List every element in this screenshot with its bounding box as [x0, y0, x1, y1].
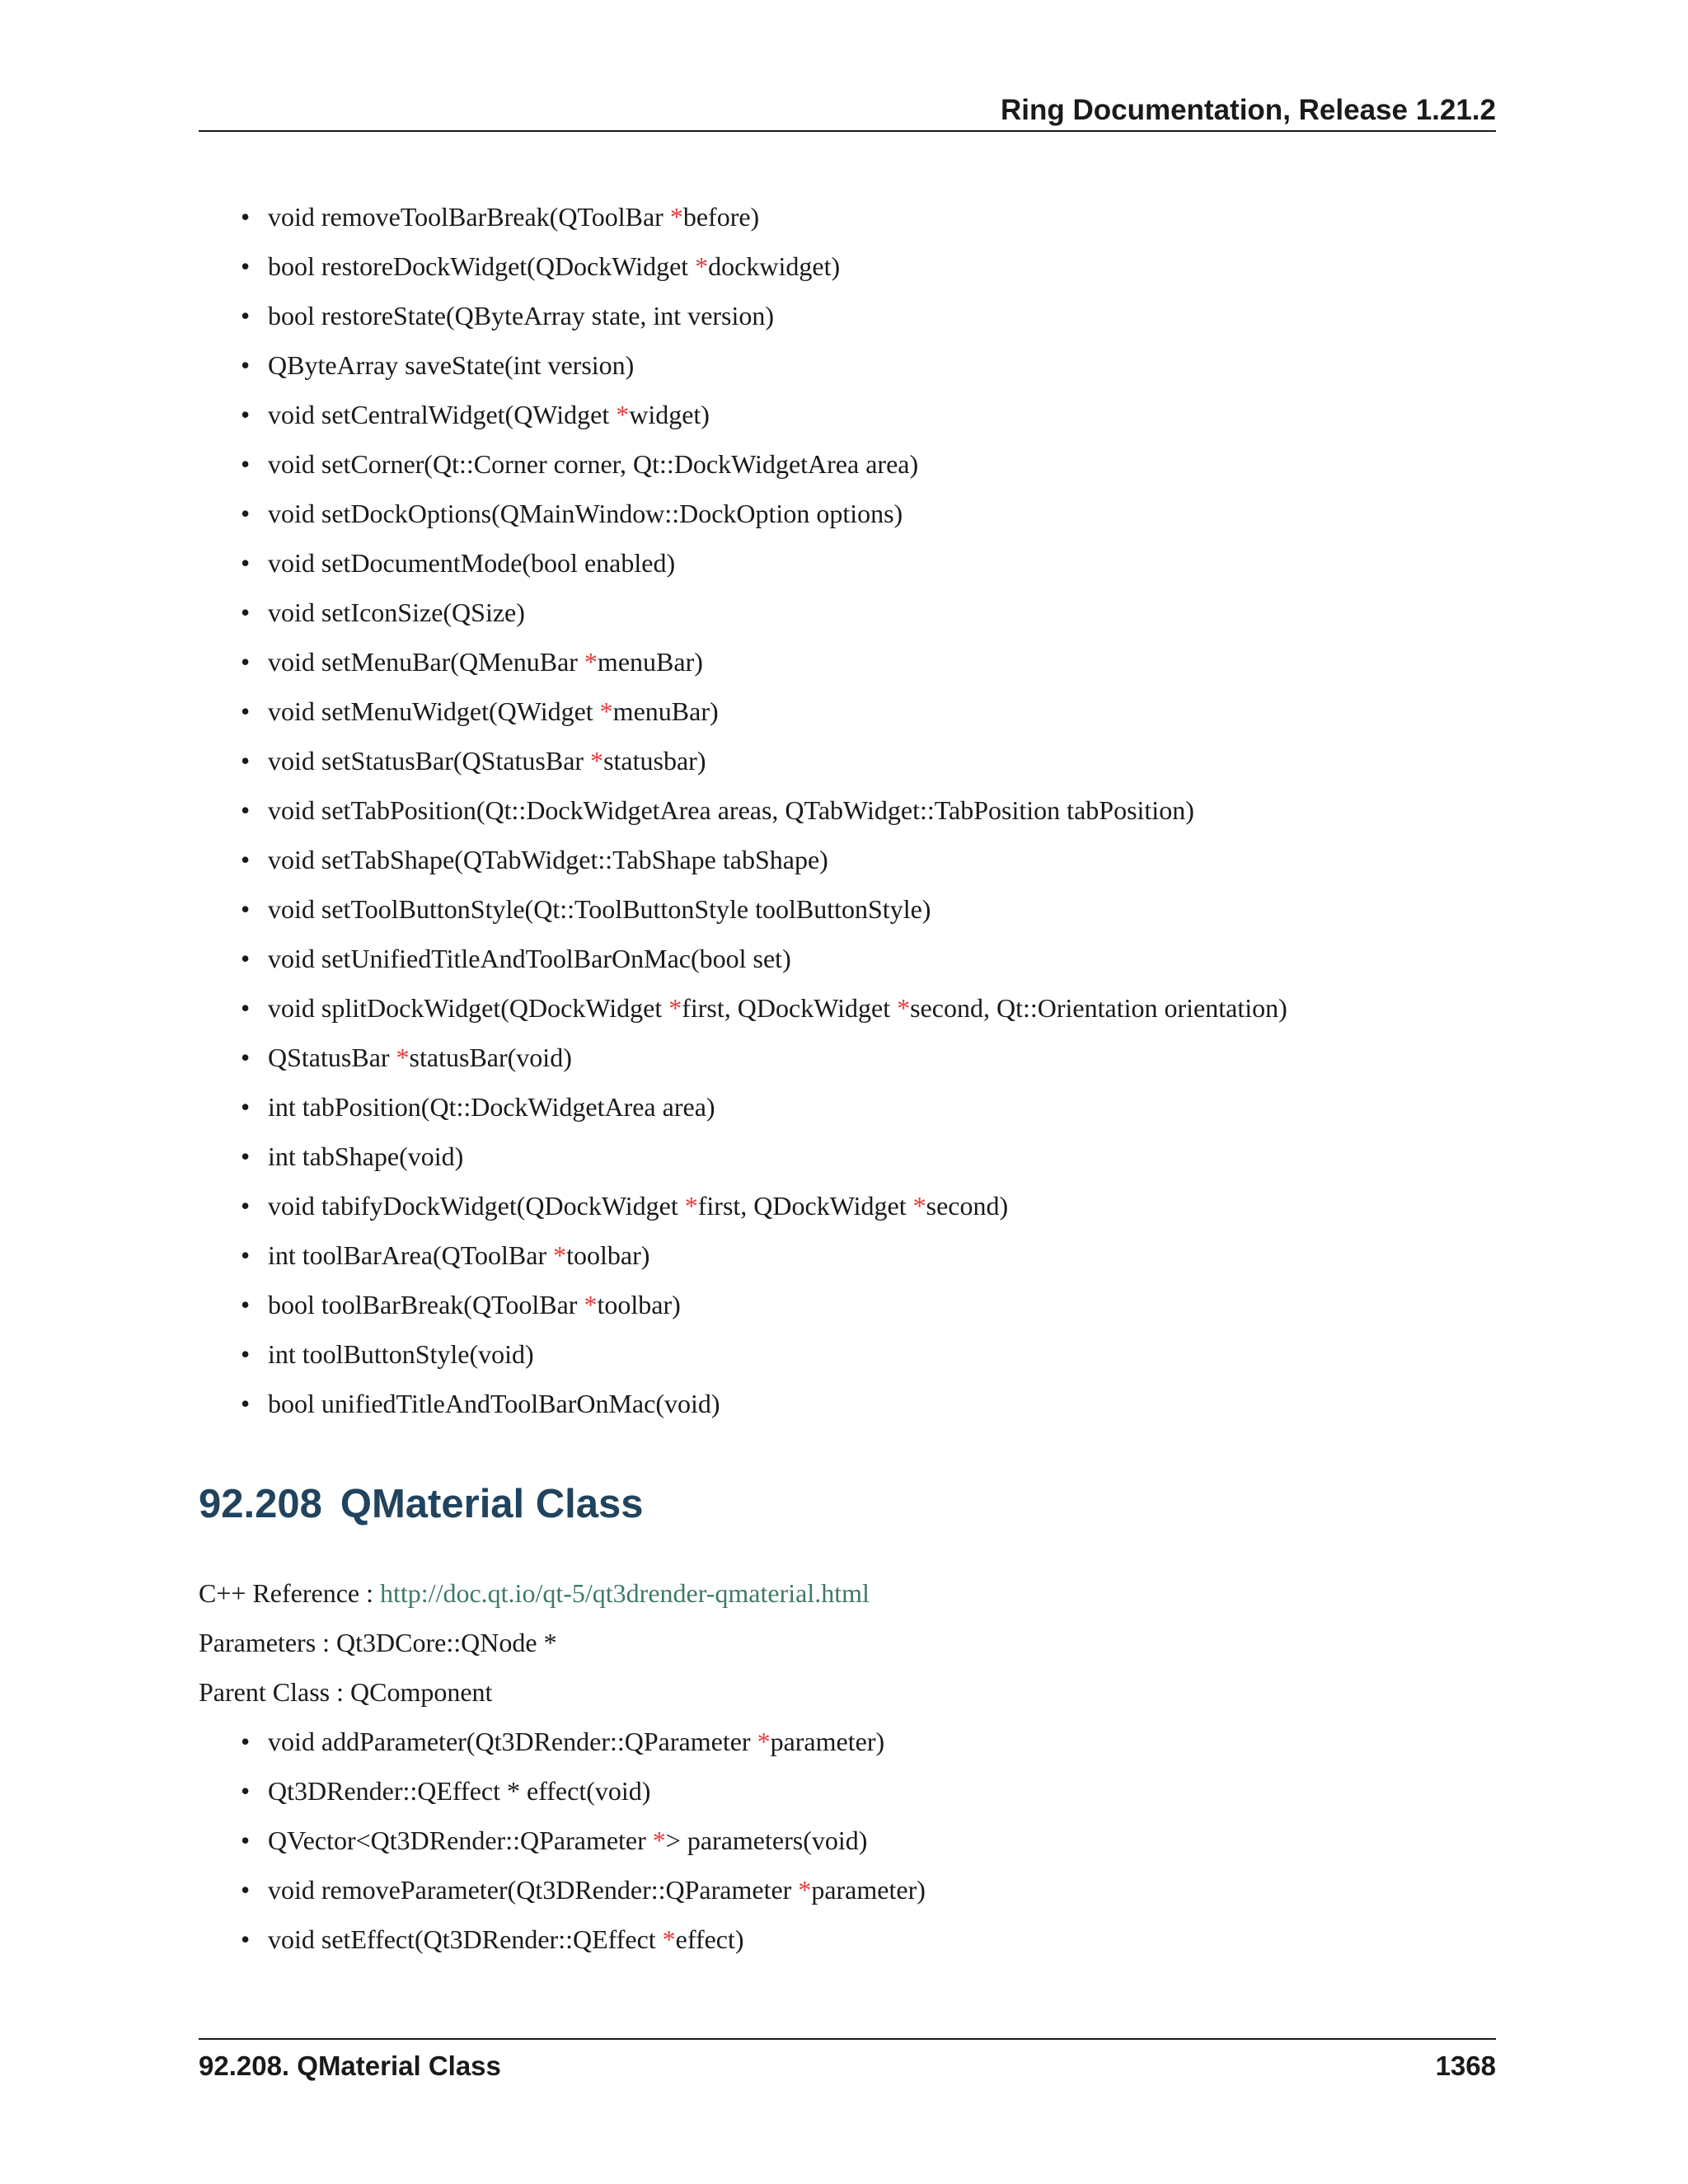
- bullet-icon: •: [241, 202, 251, 232]
- method-signature-text: bool unifiedTitleAndToolBarOnMac(void): [268, 1389, 720, 1418]
- method-signature-text: menuBar): [597, 647, 703, 677]
- method-signature-text: void setIconSize(QSize): [268, 598, 525, 627]
- method-signature-text: > parameters(void): [665, 1825, 868, 1855]
- method-signature-text: second): [926, 1191, 1009, 1221]
- pointer-asterisk: *: [652, 1825, 666, 1855]
- method-item: [241, 835, 1287, 884]
- method-item: [241, 1379, 1287, 1428]
- bullet-icon: •: [241, 598, 251, 627]
- pointer-asterisk: *: [584, 1290, 598, 1319]
- pointer-asterisk: *: [553, 1240, 567, 1270]
- method-signature-text: void setMenuBar(QMenuBar: [268, 647, 584, 677]
- bullet-icon: •: [241, 1092, 251, 1122]
- bullet-icon: •: [241, 1825, 251, 1855]
- method-signature-text: effect): [675, 1924, 744, 1954]
- method-signature-text: void setMenuWidget(QWidget: [268, 696, 600, 726]
- method-item: [241, 1033, 1287, 1082]
- pointer-asterisk: *: [396, 1043, 410, 1072]
- method-signature-text: QByteArray saveState(int version): [268, 350, 635, 380]
- method-signature-text: void setStatusBar(QStatusBar: [268, 746, 591, 776]
- method-item: [241, 1082, 1287, 1132]
- method-item: [241, 1766, 926, 1816]
- method-signature-text: void setTabPosition(Qt::DockWidgetArea areas, QTabWidget::TabPosition tabPosition): [268, 795, 1194, 825]
- section-heading: [199, 1479, 644, 1529]
- bullet-icon: •: [241, 1776, 251, 1806]
- bullet-icon: •: [241, 1875, 251, 1905]
- method-item: [241, 1915, 926, 1964]
- method-item: [241, 1230, 1287, 1280]
- method-list-qmainwindow: [241, 192, 1287, 1428]
- method-signature-text: parameter): [770, 1727, 885, 1756]
- method-signature-text: bool toolBarBreak(QToolBar: [268, 1290, 584, 1319]
- pointer-asterisk: *: [590, 746, 604, 776]
- method-signature-text: widget): [629, 400, 710, 429]
- method-signature-text: dockwidget): [708, 251, 841, 281]
- method-item: [241, 934, 1287, 983]
- method-signature-text: Qt3DRender::QEffect * effect(void): [268, 1776, 651, 1806]
- method-signature-text: toolbar): [597, 1290, 681, 1319]
- page-header: [199, 92, 1496, 132]
- bullet-icon: •: [241, 944, 251, 973]
- bullet-icon: •: [241, 894, 251, 924]
- method-item: [241, 1865, 926, 1915]
- method-item: [241, 340, 1287, 390]
- pointer-asterisk: *: [684, 1191, 698, 1221]
- bullet-icon: •: [241, 993, 251, 1023]
- method-item: [241, 1816, 926, 1865]
- method-item: [241, 884, 1287, 934]
- method-signature-text: toolbar): [566, 1240, 650, 1270]
- method-item: [241, 1181, 1287, 1230]
- method-item: [241, 1717, 926, 1766]
- method-item: [241, 390, 1287, 439]
- document-title: Ring Documentation, Release 1.21.2: [1000, 94, 1496, 126]
- bullet-icon: •: [241, 251, 251, 281]
- method-item: [241, 538, 1287, 588]
- method-signature-text: void setCentralWidget(QWidget: [268, 400, 617, 429]
- parent-class-line: Parent Class : QComponent: [199, 1677, 493, 1707]
- method-signature-text: void setEffect(Qt3DRender::QEffect: [268, 1924, 663, 1954]
- method-signature-text: second, Qt::Orientation orientation): [910, 993, 1287, 1023]
- method-item: [241, 192, 1287, 241]
- bullet-icon: •: [241, 746, 251, 776]
- method-list-qmaterial: [241, 1717, 926, 1964]
- bullet-icon: •: [241, 1043, 251, 1072]
- bullet-icon: •: [241, 1141, 251, 1171]
- bullet-icon: •: [241, 647, 251, 677]
- method-item: [241, 588, 1287, 637]
- cpp-reference-link[interactable]: http://doc.qt.io/qt-5/qt3drender-qmaterial.html: [380, 1578, 870, 1608]
- method-signature-text: statusbar): [603, 746, 706, 776]
- bullet-icon: •: [241, 1727, 251, 1756]
- method-signature-text: QStatusBar: [268, 1043, 396, 1072]
- method-item: [241, 637, 1287, 687]
- method-signature-text: QVector<Qt3DRender::QParameter: [268, 1825, 653, 1855]
- bullet-icon: •: [241, 1290, 251, 1319]
- method-item: [241, 736, 1287, 785]
- method-signature-text: void removeToolBarBreak(QToolBar: [268, 202, 670, 232]
- pointer-asterisk: *: [599, 696, 613, 726]
- method-signature-text: first, QDockWidget: [682, 993, 898, 1023]
- method-signature-text: int tabPosition(Qt::DockWidgetArea area): [268, 1092, 715, 1122]
- method-item: [241, 983, 1287, 1033]
- section-number: 92.208: [199, 1482, 322, 1526]
- method-signature-text: first, QDockWidget: [697, 1191, 913, 1221]
- bullet-icon: •: [241, 301, 251, 330]
- method-signature-text: void setDockOptions(QMainWindow::DockOption options): [268, 499, 903, 528]
- bullet-icon: •: [241, 1339, 251, 1369]
- bullet-icon: •: [241, 795, 251, 825]
- method-item: [241, 1132, 1287, 1181]
- method-item: [241, 291, 1287, 340]
- pointer-asterisk: *: [584, 647, 598, 677]
- parameters-line: Parameters : Qt3DCore::QNode *: [199, 1628, 557, 1657]
- bullet-icon: •: [241, 1924, 251, 1954]
- method-signature-text: void removeParameter(Qt3DRender::QParameter: [268, 1875, 799, 1905]
- pointer-asterisk: *: [757, 1727, 771, 1756]
- method-signature-text: parameter): [811, 1875, 926, 1905]
- pointer-asterisk: *: [668, 993, 682, 1023]
- pointer-asterisk: *: [669, 202, 683, 232]
- pointer-asterisk: *: [897, 993, 911, 1023]
- bullet-icon: •: [241, 845, 251, 874]
- method-item: [241, 1280, 1287, 1329]
- page-footer: [199, 2038, 1496, 2084]
- method-signature-text: bool restoreState(QByteArray state, int version): [268, 301, 775, 330]
- method-signature-text: before): [682, 202, 760, 232]
- bullet-icon: •: [241, 449, 251, 479]
- method-item: [241, 489, 1287, 538]
- method-signature-text: void setUnifiedTitleAndToolBarOnMac(bool set): [268, 944, 791, 973]
- cpp-reference-line: [199, 1568, 870, 1618]
- method-signature-text: void setToolButtonStyle(Qt::ToolButtonStyle toolButtonStyle): [268, 894, 931, 924]
- method-item: [241, 785, 1287, 835]
- method-signature-text: void splitDockWidget(QDockWidget: [268, 993, 669, 1023]
- bullet-icon: •: [241, 1191, 251, 1221]
- method-signature-text: void setDocumentMode(bool enabled): [268, 548, 676, 578]
- bullet-icon: •: [241, 499, 251, 528]
- method-signature-text: int toolButtonStyle(void): [268, 1339, 534, 1369]
- method-signature-text: int tabShape(void): [268, 1141, 464, 1171]
- method-signature-text: statusBar(void): [409, 1043, 572, 1072]
- section-title: QMaterial Class: [340, 1482, 644, 1526]
- bullet-icon: •: [241, 400, 251, 429]
- method-signature-text: menuBar): [612, 696, 719, 726]
- cpp-reference-label: C++ Reference :: [199, 1578, 380, 1608]
- bullet-icon: •: [241, 1389, 251, 1418]
- method-signature-text: void tabifyDockWidget(QDockWidget: [268, 1191, 685, 1221]
- method-item: [241, 241, 1287, 291]
- pointer-asterisk: *: [798, 1875, 812, 1905]
- method-item: [241, 687, 1287, 736]
- bullet-icon: •: [241, 350, 251, 380]
- method-signature-text: void setTabShape(QTabWidget::TabShape tabShape): [268, 845, 828, 874]
- method-signature-text: int toolBarArea(QToolBar: [268, 1240, 554, 1270]
- bullet-icon: •: [241, 1240, 251, 1270]
- pointer-asterisk: *: [695, 251, 709, 281]
- method-signature-text: void setCorner(Qt::Corner corner, Qt::DockWidgetArea area): [268, 449, 919, 479]
- method-signature-text: void addParameter(Qt3DRender::QParameter: [268, 1727, 757, 1756]
- method-item: [241, 1329, 1287, 1379]
- pointer-asterisk: *: [662, 1924, 676, 1954]
- footer-section-label: 92.208. QMaterial Class: [199, 2050, 501, 2081]
- pointer-asterisk: *: [912, 1191, 926, 1221]
- page-number: 1368: [1435, 2050, 1496, 2081]
- bullet-icon: •: [241, 548, 251, 578]
- method-item: [241, 439, 1287, 489]
- method-signature-text: bool restoreDockWidget(QDockWidget: [268, 251, 696, 281]
- pointer-asterisk: *: [616, 400, 630, 429]
- bullet-icon: •: [241, 696, 251, 726]
